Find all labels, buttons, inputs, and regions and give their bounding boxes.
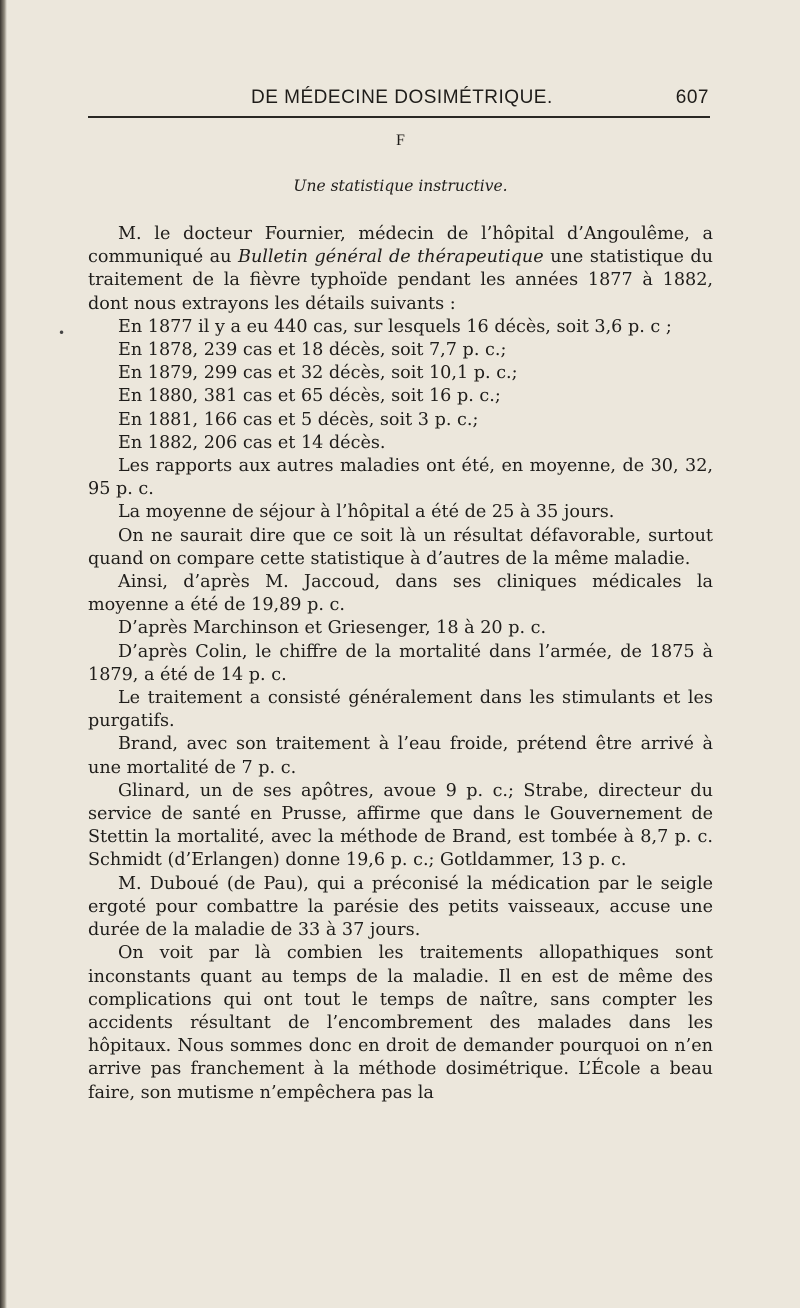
- stat-line: En 1878, 239 cas et 18 décès, soit 7,7 p. c.;: [118, 340, 507, 361]
- intro-paragraph: [88, 223, 713, 316]
- body-paragraph: Les rapports aux autres maladies ont été, en moyenne, de 30, 32, 95 p. c.: [88, 456, 713, 500]
- article-title: Une statistique instructive.: [293, 177, 508, 195]
- stat-line: En 1879, 299 cas et 32 décès, soit 10,1 p. c.;: [118, 363, 518, 384]
- body-paragraph: D’après Colin, le chiffre de la mortalité dans l’armée, de 1875 à 1879, a été de 14 p. c.: [88, 641, 713, 685]
- running-head: [88, 84, 713, 114]
- body-paragraph: On ne saurait dire que ce soit là un résultat défavorable, surtout quand on compare cette statistique à d’autres de la même maladie.: [88, 525, 713, 569]
- section-letter: F: [396, 132, 405, 149]
- intro-text-1: M. le docteur Fournier, médecin de l’hôpital d’Angoulême, a communiqué au: [88, 224, 713, 268]
- body-paragraph: M. Duboué (de Pau), qui a préconisé la médication par le seigle ergoté pour combattre la parésie des petits vaisseaux, accuse une durée de la maladie de 33 à 37 jours.: [88, 873, 713, 941]
- running-title: DE MÉDECINE DOSIMÉTRIQUE.: [251, 87, 553, 108]
- body-paragraph: Le traitement a consisté généralement dans les stimulants et les purgatifs.: [88, 688, 713, 732]
- stat-line: En 1877 il y a eu 440 cas, sur lesquels 16 décès, soit 3,6 p. c ;: [118, 316, 672, 337]
- body-paragraph: Ainsi, d’après M. Jaccoud, dans ses cliniques médicales la moyenne a été de 19,89 p. c.: [88, 572, 713, 616]
- page-content: [88, 84, 713, 1105]
- stat-line: En 1881, 166 cas et 5 décès, soit 3 p. c.;: [118, 409, 479, 430]
- body-paragraph: On voit par là combien les traitements allopathiques sont inconstants quant au temps de la maladie. Il en est de même des complications qui ont tout le temps de naître, sans compter les accidents résultant de l’encombrement des malades dans les hôpitaux. Nous sommes donc en droit de demander pourquoi on n’en arrive pas franchement à la méthode dosimétrique. L’École a beau faire, son mutisme n’empêchera pas la: [88, 943, 713, 1103]
- stat-line: En 1882, 206 cas et 14 décès.: [118, 432, 386, 453]
- intro-text-2: une statistique du traitement de la fièvre typhoïde pendant les années 1877 à 1882, dont nous extrayons les détails suivants :: [88, 247, 713, 314]
- body-paragraph: La moyenne de séjour à l’hôpital a été de 25 à 35 jours.: [118, 502, 615, 523]
- stat-line: En 1880, 381 cas et 65 décès, soit 16 p. c.;: [118, 386, 501, 407]
- book-binding-edge: [0, 0, 7, 1308]
- margin-mark: •: [58, 326, 66, 340]
- body-paragraph: D’après Marchinson et Griesenger, 18 à 20 p. c.: [118, 618, 547, 639]
- header-rule: [88, 116, 710, 118]
- journal-title: Bulletin général de thérapeutique: [238, 247, 544, 268]
- body-paragraph: Brand, avec son traitement à l’eau froide, prétend être arrivé à une mortalité de 7 p. c.: [88, 734, 713, 778]
- article-body: [88, 223, 713, 1105]
- page-number: 607: [675, 87, 709, 108]
- body-paragraph: Glinard, un de ses apôtres, avoue 9 p. c.; Strabe, directeur du service de santé en Prusse, affirme que dans le Gouvernement de Stettin la mortalité, avec la méthode de Brand, est tombée à 8,7 p. c. Schmidt (d’Erlangen) donne 19,6 p. c.; Gotldammer, 13 p. c.: [88, 780, 713, 871]
